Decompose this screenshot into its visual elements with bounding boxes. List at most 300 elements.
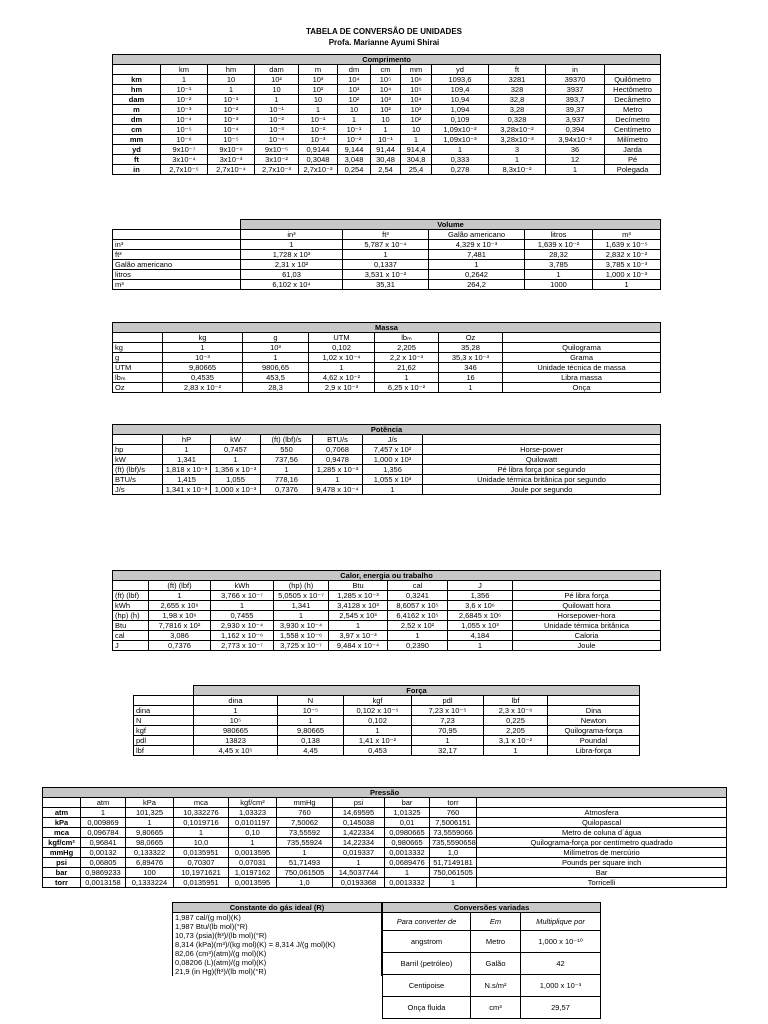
table-cell: 1: [274, 611, 329, 621]
table-cell: 10⁻³: [255, 125, 299, 135]
column-header: BTU/s: [313, 435, 363, 445]
column-header: ft: [489, 65, 546, 75]
table-cell: 32,17: [412, 746, 484, 756]
table-cell: 14,22334: [333, 838, 385, 848]
table-cell: 1,0197162: [229, 868, 277, 878]
column-header: mm: [401, 65, 432, 75]
row-label: litros: [113, 270, 241, 280]
table-cell: 10⁵: [194, 716, 278, 726]
factor: 29,57: [521, 997, 601, 1019]
table-cell: 73,5559066: [430, 828, 477, 838]
table-cell: 0,278: [432, 165, 489, 175]
table-cell: 36: [546, 145, 605, 155]
from-unit: Centipoise: [383, 975, 471, 997]
table-cell: 10⁻²: [255, 115, 299, 125]
table-cell: 0,009869: [81, 818, 126, 828]
table-cell: 1093,6: [432, 75, 489, 85]
column-header: Galão americano: [429, 230, 525, 240]
table-cell: 0,0013332: [385, 878, 430, 888]
forca-title: Força: [194, 686, 640, 696]
table-row: [113, 455, 661, 465]
table-cell: 1,356 x 10⁻³: [211, 465, 261, 475]
table-cell: 1,000 x 10⁻³: [211, 485, 261, 495]
table-cell: 10⁵: [371, 75, 401, 85]
unit-name: Pé libra força: [513, 591, 661, 601]
table-cell: 3,28: [489, 105, 546, 115]
row-label: psi: [43, 858, 81, 868]
from-unit: angstrom: [383, 931, 471, 953]
table-cell: 1,422334: [333, 828, 385, 838]
table-cell: 9x10⁻⁷: [161, 145, 208, 155]
unit-name: Polegada: [605, 165, 661, 175]
table-cell: 1: [211, 455, 261, 465]
conversoes-variadas-table: [382, 902, 601, 1019]
unit-name: Bar: [477, 868, 727, 878]
column-header: hm: [208, 65, 255, 75]
row-label: Btu: [113, 621, 149, 631]
table-cell: 1,285 x 10⁻³: [329, 591, 388, 601]
table-cell: 109,4: [432, 85, 489, 95]
table-cell: 9x10⁻⁵: [255, 145, 299, 155]
table-cell: 0,2390: [388, 641, 448, 651]
column-header: dm: [338, 65, 371, 75]
column-header: (ft) (lbf): [149, 581, 211, 591]
table-cell: 760: [277, 808, 333, 818]
table-cell: 2,832 x 10⁻²: [593, 250, 661, 260]
table-cell: 1,000 x 10³: [363, 455, 423, 465]
table-row: [113, 591, 661, 601]
factor: 42: [521, 953, 601, 975]
table-cell: 10²: [401, 115, 432, 125]
table-cell: 30,48: [371, 155, 401, 165]
table-cell: 1,0: [430, 848, 477, 858]
table-row: [113, 373, 661, 383]
table-cell: 0,0980665: [385, 828, 430, 838]
column-header: hP: [163, 435, 211, 445]
column-header: Para converter de: [383, 913, 471, 931]
column-header: dam: [255, 65, 299, 75]
comprimento-title: Comprimento: [113, 55, 661, 65]
table-cell: 10⁻⁴: [161, 115, 208, 125]
table-cell: 3,766 x 10⁻⁷: [211, 591, 274, 601]
row-label: ft³: [113, 250, 241, 260]
gas-constant-table: [172, 902, 382, 976]
row-label: lbₘ: [113, 373, 163, 383]
table-cell: 1: [432, 145, 489, 155]
table-cell: 7,23 x 10⁻⁵: [412, 706, 484, 716]
table-cell: 346: [439, 363, 503, 373]
table-cell: 2,205: [375, 343, 439, 353]
table-cell: 1: [489, 155, 546, 165]
table-row: [113, 475, 661, 485]
unit-name: Pé libra força por segundo: [423, 465, 661, 475]
row-label: cm: [113, 125, 161, 135]
table-cell: 3,531 x 10⁻²: [343, 270, 429, 280]
table-cell: 6,89476: [126, 858, 174, 868]
table-cell: 1: [208, 85, 255, 95]
table-cell: 7,481: [429, 250, 525, 260]
table-cell: 100: [126, 868, 174, 878]
name-header: [605, 65, 661, 75]
name-header: [548, 696, 640, 706]
table-cell: 1: [593, 280, 661, 290]
table-cell: 1: [149, 591, 211, 601]
table-cell: 10⁻⁵: [278, 706, 344, 716]
table-cell: 0,453: [344, 746, 412, 756]
table-cell: 1: [163, 445, 211, 455]
table-row: [113, 641, 661, 651]
to-unit: cm³: [471, 997, 521, 1019]
corner-cell: [134, 696, 194, 706]
table-cell: 980665: [194, 726, 278, 736]
column-header: Multiplique por: [521, 913, 601, 931]
blank-cell: [134, 686, 194, 696]
table-cell: 25,4: [401, 165, 432, 175]
table-cell: 7,457 x 10²: [363, 445, 423, 455]
table-cell: 1: [412, 736, 484, 746]
table-cell: 1,356: [363, 465, 423, 475]
table-cell: 10: [208, 75, 255, 85]
gas-constant-line: 0,08206 (L)(atm)/(g mol)(K): [173, 958, 382, 967]
table-cell: 4,45 x 10⁵: [194, 746, 278, 756]
table-cell: 1: [344, 726, 412, 736]
table-cell: 0,70307: [174, 858, 229, 868]
table-row: [113, 485, 661, 495]
column-header: pdl: [412, 696, 484, 706]
column-header: kWh: [211, 581, 274, 591]
row-label: J/s: [113, 485, 163, 495]
table-cell: 10⁶: [401, 75, 432, 85]
table-row: [43, 818, 727, 828]
table-cell: 10⁻²: [208, 105, 255, 115]
unit-name: Horse-power: [423, 445, 661, 455]
table-cell: 10: [401, 125, 432, 135]
table-cell: 10⁻¹: [161, 85, 208, 95]
corner-cell: [113, 230, 241, 240]
row-label: cal: [113, 631, 149, 641]
column-header: (hp) (h): [274, 581, 329, 591]
table-cell: 3,4128 x 10³: [329, 601, 388, 611]
table-row: [113, 250, 661, 260]
table-cell: 1: [299, 105, 338, 115]
table-row: [113, 353, 661, 363]
table-cell: 10²: [371, 105, 401, 115]
row-label: (ft) (lbf)/s: [113, 465, 163, 475]
column-header: kgf: [344, 696, 412, 706]
name-header: [477, 798, 727, 808]
column-header: Em: [471, 913, 521, 931]
column-header: in³: [241, 230, 343, 240]
table-cell: 0,3241: [388, 591, 448, 601]
unit-name: Metro: [605, 105, 661, 115]
table-cell: 1: [277, 848, 333, 858]
table-cell: 14,69595: [333, 808, 385, 818]
name-header: [423, 435, 661, 445]
table-row: [113, 125, 661, 135]
table-cell: 10⁻¹: [338, 125, 371, 135]
table-cell: 3,785 x 10⁻³: [593, 260, 661, 270]
column-header: psi: [333, 798, 385, 808]
table-cell: 10⁻⁴: [255, 135, 299, 145]
column-header: g: [243, 333, 309, 343]
table-cell: 1: [329, 621, 388, 631]
table-cell: 7,50062: [277, 818, 333, 828]
table-cell: 28,3: [243, 383, 309, 393]
table-cell: 0,145038: [333, 818, 385, 828]
table-cell: 4,329 x 10⁻³: [429, 240, 525, 250]
unit-name: Joule por segundo: [423, 485, 661, 495]
table-cell: 3,1 x 10⁻²: [484, 736, 548, 746]
table-cell: 0,0013158: [81, 878, 126, 888]
table-cell: 9,144: [338, 145, 371, 155]
table-cell: 0,0013332: [385, 848, 430, 858]
table-cell: 1: [338, 115, 371, 125]
table-cell: 0,7376: [149, 641, 211, 651]
row-label: hp: [113, 445, 163, 455]
pressao-table: [42, 787, 727, 888]
unit-name: Caloria: [513, 631, 661, 641]
table-cell: 0,2642: [429, 270, 525, 280]
massa-title: Massa: [113, 323, 661, 333]
table-cell: 0,102: [344, 716, 412, 726]
table-cell: 0,01: [385, 818, 430, 828]
table-cell: 0,9478: [313, 455, 363, 465]
table-cell: 1: [401, 135, 432, 145]
table-row: [113, 465, 661, 475]
table-cell: 2,7x10⁻³: [255, 165, 299, 175]
row-label: km: [113, 75, 161, 85]
row-label: g: [113, 353, 163, 363]
to-unit: Metro: [471, 931, 521, 953]
table-cell: 0,0689476: [385, 858, 430, 868]
table-cell: 5,0505 x 10⁻⁷: [274, 591, 329, 601]
table-cell: 61,03: [241, 270, 343, 280]
table-cell: 1: [241, 240, 343, 250]
table-cell: 3: [489, 145, 546, 155]
unit-name: Onça: [503, 383, 661, 393]
unit-name: Quilograma-força: [548, 726, 640, 736]
table-row: [113, 343, 661, 353]
table-cell: 1,558 x 10⁻⁶: [274, 631, 329, 641]
table-cell: 39,37: [546, 105, 605, 115]
table-cell: 10³: [243, 343, 309, 353]
from-unit: Barril (petróleo): [383, 953, 471, 975]
table-row: [113, 115, 661, 125]
row-label: Galão americano: [113, 260, 241, 270]
table-cell: 1,162 x 10⁻⁶: [211, 631, 274, 641]
table-cell: 10⁻¹: [255, 105, 299, 115]
table-row: [134, 716, 640, 726]
gas-constant-line: 8,314 (kPa)(m³)/(kg mol)(K) = 8,314 J/(g mol)(K): [173, 940, 382, 949]
table-row: [113, 85, 661, 95]
table-cell: 0,00132: [81, 848, 126, 858]
column-header: in: [546, 65, 605, 75]
factor: 1,000 x 10⁻¹⁰: [521, 931, 601, 953]
unit-name: Quilopascal: [477, 818, 727, 828]
row-label: pdl: [134, 736, 194, 746]
from-unit: Onça fluida: [383, 997, 471, 1019]
table-cell: 1: [429, 260, 525, 270]
gas-constant-line: 21,9 (in Hg)(ft³)/(lb mol)(°R): [173, 967, 382, 976]
column-header: m³: [593, 230, 661, 240]
row-label: yd: [113, 145, 161, 155]
table-row: [134, 736, 640, 746]
table-cell: 2,545 x 10³: [329, 611, 388, 621]
table-cell: 10⁻¹: [299, 115, 338, 125]
document-author: Profa. Marianne Ayumi Shirai: [328, 38, 440, 47]
table-cell: 0,980665: [385, 838, 430, 848]
table-cell: 1: [309, 363, 375, 373]
table-cell: 0,7455: [211, 611, 274, 621]
table-cell: 0,0135951: [174, 848, 229, 858]
corner-cell: [113, 65, 161, 75]
table-cell: 1,09x10⁻²: [432, 125, 489, 135]
table-cell: 9x10⁻⁶: [208, 145, 255, 155]
table-cell: 10,0: [174, 838, 229, 848]
row-label: kgf/cm²: [43, 838, 81, 848]
table-cell: 1,0: [277, 878, 333, 888]
table-cell: 1,055: [211, 475, 261, 485]
table-cell: 10⁻⁴: [208, 125, 255, 135]
table-cell: 73,55592: [277, 828, 333, 838]
row-label: kWh: [113, 601, 149, 611]
table-cell: 0,06805: [81, 858, 126, 868]
column-header: kg: [163, 333, 243, 343]
table-cell: 1: [163, 343, 243, 353]
table-cell: 2,31 x 10²: [241, 260, 343, 270]
row-label: m³: [113, 280, 241, 290]
column-header: cal: [388, 581, 448, 591]
row-label: (ft) (lbf): [113, 591, 149, 601]
unit-name: Quilograma-força por centímetro quadrado: [477, 838, 727, 848]
table-cell: 10⁻¹: [208, 95, 255, 105]
column-header: kgf/cm²: [229, 798, 277, 808]
blank-cell: [113, 220, 241, 230]
document-title: TABELA DE CONVERSÃO DE UNIDADES: [305, 27, 462, 36]
factor: 1,000 x 10⁻³: [521, 975, 601, 997]
table-cell: 393,7: [546, 95, 605, 105]
table-row: [134, 726, 640, 736]
table-cell: 1,639 x 10⁻²: [525, 240, 593, 250]
column-header: J/s: [363, 435, 423, 445]
table-cell: 9806,65: [243, 363, 309, 373]
table-cell: 28,32: [525, 250, 593, 260]
table-cell: 304,8: [401, 155, 432, 165]
table-cell: 3x10⁻³: [208, 155, 255, 165]
conversoes-variadas-title: Conversões variadas: [383, 903, 601, 913]
column-header: litros: [525, 230, 593, 240]
table-cell: 10⁻³: [161, 105, 208, 115]
column-header: cm: [371, 65, 401, 75]
table-cell: 0,96841: [81, 838, 126, 848]
column-header: bar: [385, 798, 430, 808]
table-cell: 9,484 x 10⁻⁴: [329, 641, 388, 651]
table-cell: 0,102 x 10⁻⁵: [344, 706, 412, 716]
comprimento-table: [112, 54, 661, 175]
table-cell: 0,7068: [313, 445, 363, 455]
table-cell: 10²: [338, 95, 371, 105]
column-header: mca: [174, 798, 229, 808]
row-label: dina: [134, 706, 194, 716]
table-cell: 10⁴: [371, 85, 401, 95]
table-cell: 1,341: [163, 455, 211, 465]
table-row: [113, 601, 661, 611]
table-cell: 3,785: [525, 260, 593, 270]
table-cell: 1,03323: [229, 808, 277, 818]
row-label: bar: [43, 868, 81, 878]
column-header: lbₘ: [375, 333, 439, 343]
table-row: [113, 280, 661, 290]
table-row: [113, 445, 661, 455]
table-row: [113, 621, 661, 631]
table-cell: 1: [439, 383, 503, 393]
to-unit: Galão: [471, 953, 521, 975]
unit-name: Joule: [513, 641, 661, 651]
table-row: [134, 706, 640, 716]
table-cell: 0,102: [309, 343, 375, 353]
table-cell: 1: [430, 878, 477, 888]
table-cell: 0,9144: [299, 145, 338, 155]
table-cell: 2,54: [371, 165, 401, 175]
column-header: N: [278, 696, 344, 706]
unit-name: Pé: [605, 155, 661, 165]
table-cell: 10⁻³: [208, 115, 255, 125]
table-cell: 0,019337: [333, 848, 385, 858]
gas-constant-line: 82,06 (cm³)(atm)/(g mol)(K): [173, 949, 382, 958]
table-cell: 1,818 x 10⁻³: [163, 465, 211, 475]
table-cell: 0,0101197: [229, 818, 277, 828]
table-cell: 10⁻²: [338, 135, 371, 145]
table-cell: 0,138: [278, 736, 344, 746]
table-row: [113, 270, 661, 280]
table-cell: 2,7x10⁻²: [299, 165, 338, 175]
table-cell: 10³: [338, 85, 371, 95]
table-cell: 737,56: [261, 455, 313, 465]
column-header: m: [299, 65, 338, 75]
row-label: mm: [113, 135, 161, 145]
table-cell: 1: [313, 475, 363, 485]
table-cell: 2,7x10⁻⁵: [161, 165, 208, 175]
table-cell: 0,10: [229, 828, 277, 838]
table-cell: 3x10⁻²: [255, 155, 299, 165]
table-cell: 4,62 x 10⁻²: [309, 373, 375, 383]
table-cell: 1: [278, 716, 344, 726]
table-cell: 9,478 x 10⁻⁴: [313, 485, 363, 495]
unit-name: Torricelli: [477, 878, 727, 888]
table-cell: 35,28: [439, 343, 503, 353]
unit-name: Jarda: [605, 145, 661, 155]
table-cell: 10: [338, 105, 371, 115]
row-label: in³: [113, 240, 241, 250]
table-cell: 1: [161, 75, 208, 85]
column-header: atm: [81, 798, 126, 808]
column-header: km: [161, 65, 208, 75]
column-header: ft³: [343, 230, 429, 240]
unit-name: Grama: [503, 353, 661, 363]
table-cell: 4,45: [278, 746, 344, 756]
table-row: [43, 848, 727, 858]
table-cell: 9,80665: [278, 726, 344, 736]
table-cell: 1,728 x 10³: [241, 250, 343, 260]
table-cell: 3937: [546, 85, 605, 95]
gas-constant-line: 1,987 cal/(g mol)(K): [173, 913, 382, 923]
table-cell: 0,133322: [126, 848, 174, 858]
table-cell: 3,6 x 10⁶: [448, 601, 513, 611]
unit-name: Quilowatt: [423, 455, 661, 465]
table-cell: 0,394: [546, 125, 605, 135]
table-cell: 3,28x10⁻²: [489, 125, 546, 135]
calor-table: [112, 570, 661, 651]
